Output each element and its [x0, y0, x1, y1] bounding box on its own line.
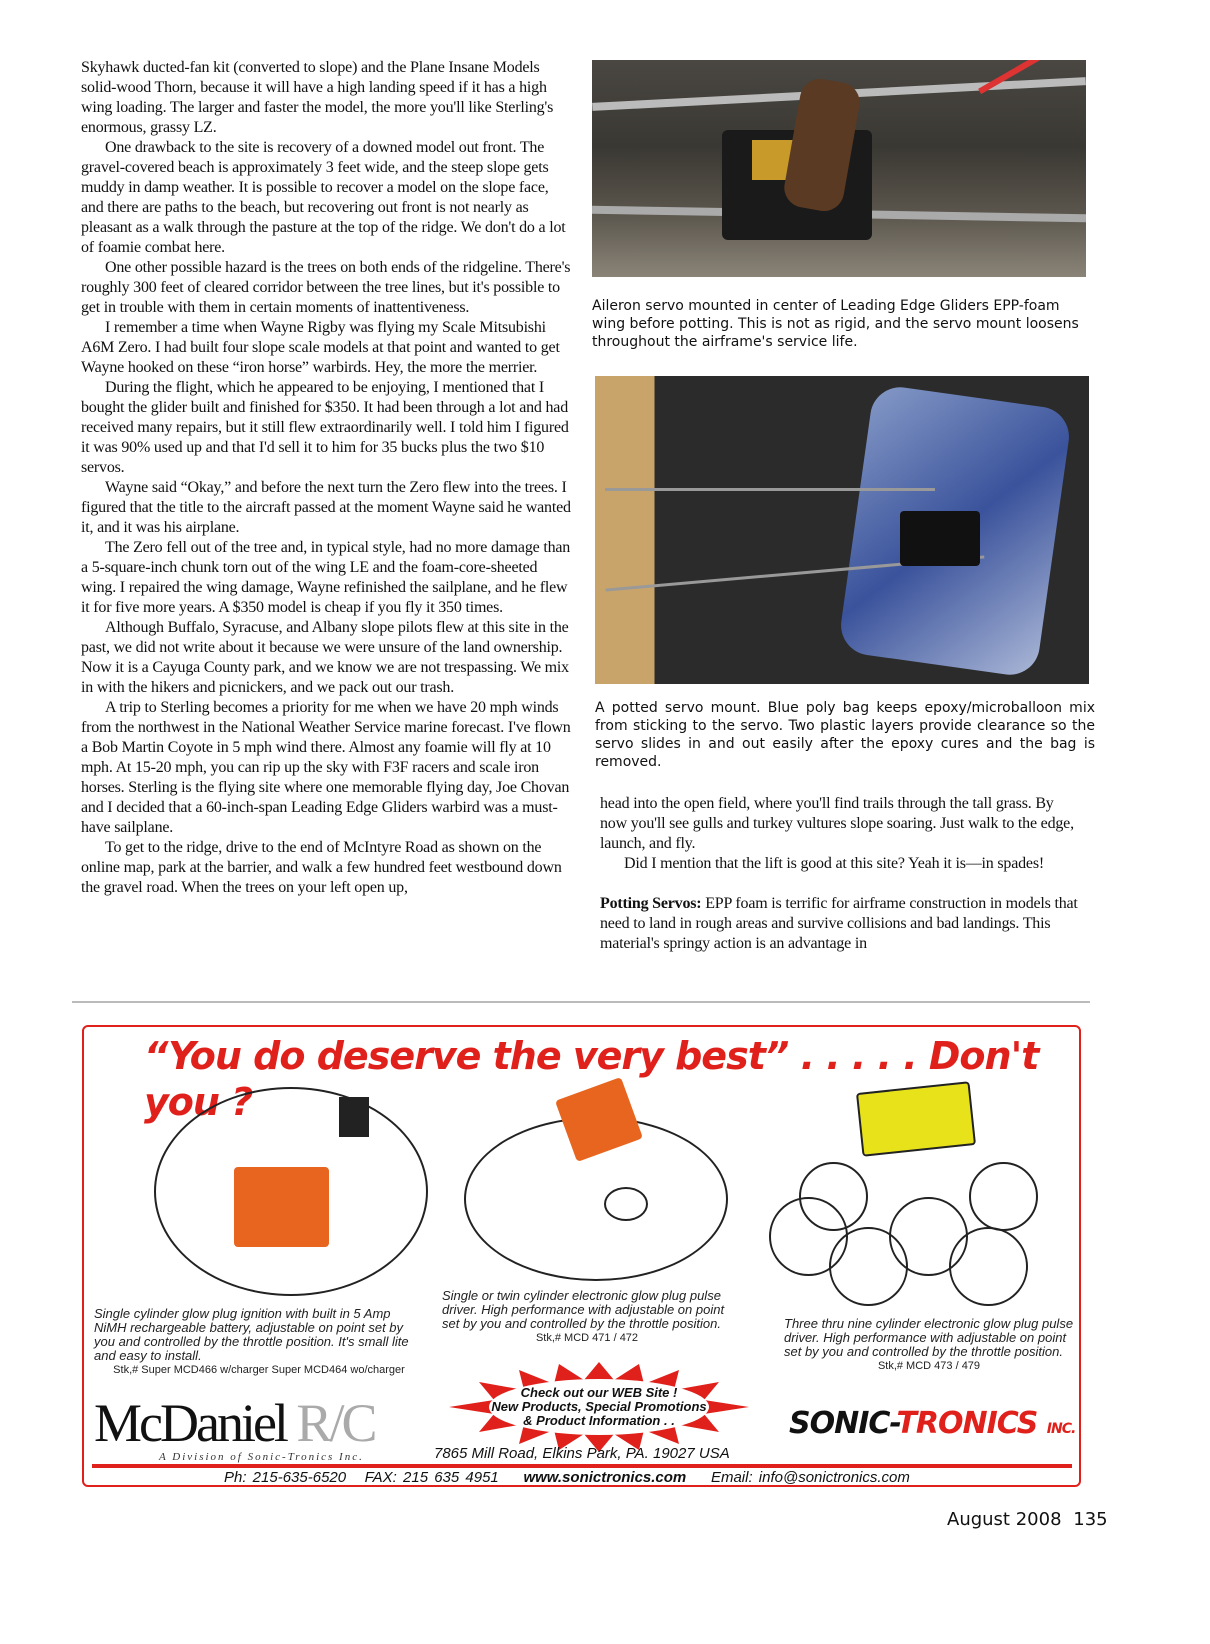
issue-date: August 2008	[947, 1509, 1062, 1530]
divider	[72, 1001, 1090, 1003]
article-left-column	[81, 58, 571, 898]
page-footer	[947, 1509, 1108, 1530]
phone: Ph: 215-635-6520	[224, 1469, 347, 1486]
paragraph: The Zero fell out of the tree and, in typical style, had no more damage than a 5-square-inch chunk torn out of the wing LE and the foam-core-sheeted wing. I repaired the wing damage, Wayne refinished the sailplane, and he flew it for five more years. A $350 model is cheap if you fly it 350 times.	[81, 539, 571, 616]
product-image-3	[769, 1087, 1059, 1312]
paragraph: Although Buffalo, Syracuse, and Albany slope pilots flew at this site in the past, we did not write about it because we were unsure of the land ownership. Now it is a Cayuga County park, and we know we are not trespassing. We mix in with the hikers and picnickers, and we pack out our trash.	[81, 619, 569, 696]
ad-contact-line	[224, 1469, 910, 1486]
paragraph: Skyhawk ducted-fan kit (converted to slope) and the Plane Insane Models solid-wood Thorn, because it will have a high landing speed if it has a high wing loading. The larger and faster the model, the more you'll like Sterling's enormous, grassy LZ.	[81, 59, 554, 136]
product-image-2	[454, 1077, 734, 1282]
photo1-caption: Aileron servo mounted in center of Leading Edge Gliders EPP-foam wing before potting. This is not as rigid, and the servo mount loosens throughout the airframe's service life.	[592, 298, 1079, 350]
paragraph	[600, 894, 1082, 954]
product-1-description	[94, 1307, 424, 1377]
mcdaniel-rc-logo: McDaniel R/C	[94, 1393, 375, 1453]
paragraph: Wayne said “Okay,” and before the next turn the Zero flew into the trees. I figured that the title to the aircraft passed at the moment Wayne said he wanted it, and it was his airplane.	[81, 479, 571, 536]
product-stock-number: Stk,# Super MCD466 w/charger Super MCD464 wo/charger	[113, 1364, 405, 1376]
product-stock-number: Stk,# MCD 473 / 479	[877, 1360, 981, 1372]
ad-red-bar	[92, 1464, 1072, 1468]
product-desc: Single or twin cylinder electronic glow plug pulse driver. High performance with adjustable on point set by you and controlled by the throttle position.	[442, 1288, 725, 1331]
product-3-description	[784, 1317, 1074, 1373]
callout-line: Check out our WEB Site !	[520, 1385, 678, 1400]
paragraph: head into the open field, where you'll find trails through the tall grass. By now you'll see gulls and turkey vultures slope soaring. Just walk to the edge, launch, and fly.	[600, 795, 1074, 852]
website-link[interactable]: www.sonictronics.com	[523, 1469, 687, 1486]
paragraph: One other possible hazard is the trees on both ends of the ridgeline. There's roughly 300 feet of cleared corridor between the tree lines, but it's possible to get in trouble with them in certain moments of inattentiveness.	[81, 259, 571, 316]
sonic-tronics-logo: SONIC-TRONICS INC.	[789, 1406, 1076, 1441]
paragraph: During the flight, which he appeared to be enjoying, I mentioned that I bought the glider built and finished for $350. It had been through a lot and had received many repairs, but it still flew extraordinarily well. I told him I figured it was 90% used up and that I'd sell it to him for 35 bucks plus the two $10 servos.	[81, 379, 569, 476]
photo-aileron-servo	[592, 60, 1086, 277]
ad-headline: “You do deserve the very best” . . . . . Don't you ?	[144, 1034, 1039, 1124]
callout-line: New Products, Special Promotions	[491, 1399, 707, 1414]
paragraph: Did I mention that the lift is good at this site? Yeah it is—in spades!	[624, 855, 1044, 872]
mcdaniel-subtitle: A Division of Sonic-Tronics Inc.	[159, 1451, 364, 1463]
fax: FAX: 215 635 4951	[364, 1469, 499, 1486]
product-2-description	[442, 1289, 732, 1345]
paragraph: One drawback to the site is recovery of a downed model out front. The gravel-covered beach is approximately 3 feet wide, and the steep slope gets muddy in damp weather. It is possible to recover a model on the slope face, and there are paths to the beach, but recovering out front is not nearly as pleasant as a walk through the pasture at the top of the ridge. We don't do a lot of foamie combat here.	[81, 139, 566, 256]
paragraph: To get to the ridge, drive to the end of McIntyre Road as shown on the online map, park at the barrier, and walk a few hundred feet westbound down the gravel road. When the trees on your left open up,	[81, 839, 562, 896]
article-right-column	[600, 794, 1082, 954]
paragraph: A trip to Sterling becomes a priority for me when we have 20 mph winds from the northwest in the National Weather Service marine forecast. I've flown a Bob Martin Coyote in 5 mph wind there. Almost any foamie will fly at 10 mph. At 15-20 mph, you can rip up the sky with F3F racers and scale iron horses. Sterling is the flying site where one memorable flying day, Joe Chovan and I decided that a 60-inch-span Leading Edge Gliders warbird was a must-have sailplane.	[81, 699, 571, 836]
photo-potted-servo	[595, 376, 1089, 684]
product-stock-number: Stk,# MCD 471 / 472	[535, 1332, 639, 1344]
ad-address: 7865 Mill Road, Elkins Park, PA. 19027 USA	[434, 1445, 730, 1462]
photo2-caption: A potted servo mount. Blue poly bag keeps epoxy/microballoon mix from sticking to the servo. Two plastic layers provide clearance so the servo slides in and out easily after the epoxy cures and the bag is removed.	[595, 700, 1095, 770]
page-number: 135	[1073, 1509, 1108, 1530]
advertisement-sonic-tronics	[82, 1025, 1081, 1487]
product-desc: Single cylinder glow plug ignition with built in 5 Amp NiMH rechargeable battery, adjustable on point set by you and controlled by the throttle position. It's small lite and easy to install.	[94, 1306, 409, 1363]
callout-line: & Product Information . .	[523, 1413, 675, 1428]
section-heading: Potting Servos:	[600, 895, 702, 912]
product-desc: Three thru nine cylinder electronic glow plug pulse driver. High performance with adjustable on point set by you and controlled by the throttle position.	[784, 1316, 1074, 1359]
product-image-1	[154, 1087, 434, 1302]
paragraph-text: EPP foam is terrific for airframe construction in models that need to land in rough areas and survive collisions and bad landings. This material's springy action is an advantage in	[600, 895, 1078, 952]
web-site-callout[interactable]	[464, 1386, 734, 1428]
paragraph: I remember a time when Wayne Rigby was flying my Scale Mitsubishi A6M Zero. I had built four slope scale models at that point and wanted to get Wayne hooked on these “iron horse” warbirds. Hey, the more the merrier.	[81, 319, 560, 376]
email-link[interactable]: Email: info@sonictronics.com	[710, 1469, 910, 1486]
